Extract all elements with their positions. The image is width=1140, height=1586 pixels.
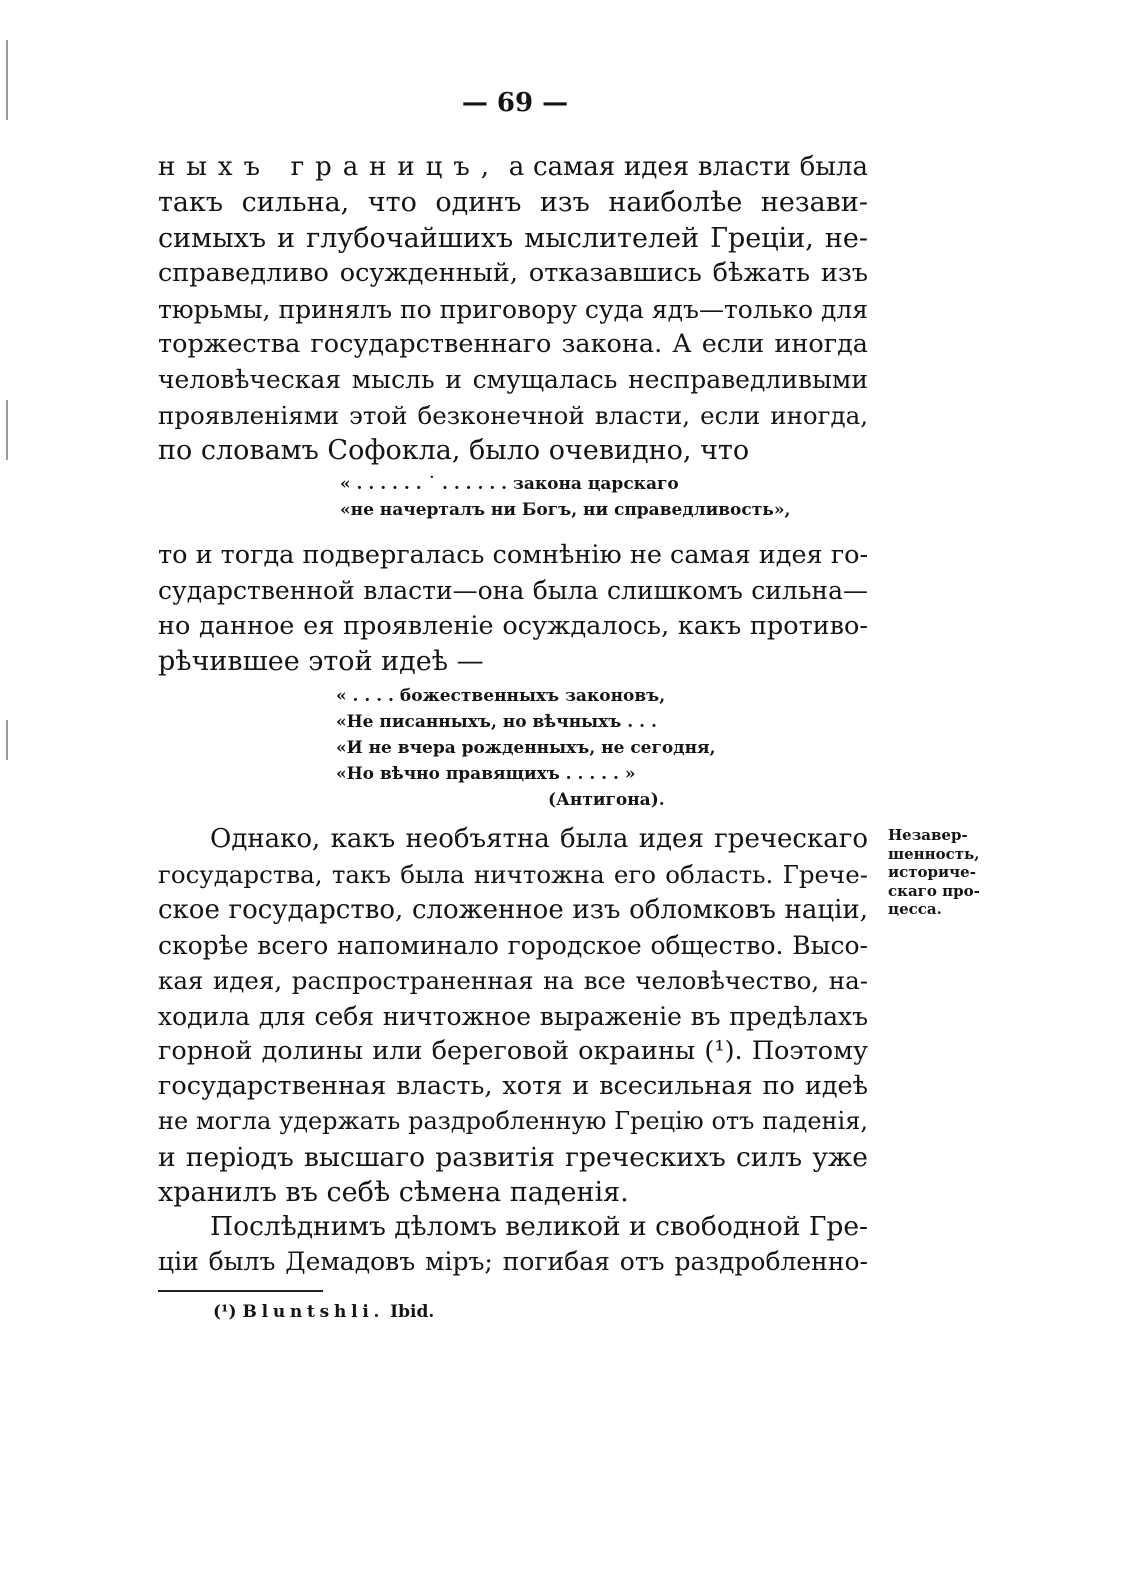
- text-line: то и тогда подвергалась сомнѣнію не самая идея го-: [158, 540, 868, 570]
- text-line: торжества государственнаго закона. А если иногда: [158, 329, 868, 359]
- text-line: человѣческая мысль и смущалась несправедливыми: [158, 365, 868, 395]
- text-line: ціи былъ Демадовъ міръ; погибая отъ раздробленно-: [158, 1247, 868, 1277]
- quote-source: (Антигона).: [548, 790, 665, 810]
- text-line: Однако, какъ необъятна была идея греческаго: [210, 824, 868, 854]
- text-line: ское государство, сложенное изъ обломковъ націи,: [158, 894, 868, 925]
- scan-edge-mark: [6, 40, 8, 120]
- margin-note-line: историче-: [888, 863, 976, 881]
- text-line: сударственной власти—она была слишкомъ сильна—: [158, 576, 868, 606]
- margin-note-line: скаго про-: [888, 881, 980, 900]
- page-number: — 69 —: [461, 88, 569, 118]
- text-line: но данное ея проявленіе осуждалось, какъ противо-: [158, 610, 868, 641]
- spaced-word: ныхъ границъ,: [158, 152, 500, 182]
- margin-note-line: шенность,: [888, 844, 980, 863]
- text-line: ходила для себя ничтожное выраженіе въ предѣлахъ: [158, 1001, 868, 1031]
- text-line: Послѣднимъ дѣломъ великой и свободной Гре-: [210, 1211, 868, 1242]
- text-line: такъ сильна, что одинъ изъ наиболѣе незави-: [158, 187, 868, 219]
- footnote-marker: (¹): [213, 1302, 237, 1322]
- margin-note-line: Незавер-: [888, 826, 968, 844]
- scan-edge-mark: [6, 720, 8, 760]
- quote-line: «И не вчера рожденныхъ, не сегодня,: [336, 738, 716, 758]
- text-line: проявленіями этой безконечной власти, если иногда,: [158, 400, 868, 430]
- quote-line: «Но вѣчно правящихъ . . . . . »: [336, 764, 636, 784]
- text-line: хранилъ въ себѣ сѣмена паденія.: [158, 1177, 629, 1208]
- text-line-rest: а самая идея власти была: [499, 152, 868, 182]
- text-line: справедливо осужденный, отказавшись бѣжать изъ: [158, 258, 868, 289]
- text-line: кая идея, распространенная на все человѣчество, на-: [158, 966, 868, 996]
- text-line: и періодъ высшаго развитія греческихъ силъ уже: [158, 1141, 868, 1173]
- margin-note-line: цесса.: [888, 900, 942, 918]
- text-line: государственная власть, хотя и всесильная по идеѣ: [158, 1071, 868, 1102]
- quote-line: « . . . . божественныхъ законовъ,: [336, 686, 666, 706]
- quote-line: «не начерталъ ни Богъ, ни справедливость»,: [340, 500, 791, 520]
- text-line: [158, 150, 868, 185]
- text-line: по словамъ Софокла, было очевидно, что: [158, 435, 750, 467]
- footnote-rule: [158, 1290, 323, 1292]
- text-line: государства, такъ была ничтожна его область. Грече-: [158, 860, 868, 890]
- quote-line: « . . . . . . ˙ . . . . . . закона царскаго: [340, 474, 679, 494]
- footnote: [213, 1302, 434, 1322]
- text-line: горной долины или береговой окраины (¹). Поэтому: [158, 1035, 868, 1066]
- margin-note: [888, 826, 998, 919]
- text-line: скорѣе всего напоминало городское общество. Высо-: [158, 930, 868, 960]
- quote-line: «Не писанныхъ, но вѣчныхъ . . .: [336, 712, 657, 732]
- footnote-ref: Ibid.: [390, 1302, 435, 1322]
- text-line: симыхъ и глубочайшихъ мыслителей Греціи, не-: [158, 222, 868, 254]
- text-line: не могла удержать раздробленную Грецію отъ паденія,: [158, 1107, 868, 1136]
- scan-edge-mark: [6, 400, 8, 460]
- text-line: рѣчившее этой идеѣ —: [158, 646, 484, 678]
- footnote-author: Bluntshli.: [242, 1302, 385, 1322]
- text-line: тюрьмы, принялъ по приговору суда ядъ—только для: [158, 294, 868, 324]
